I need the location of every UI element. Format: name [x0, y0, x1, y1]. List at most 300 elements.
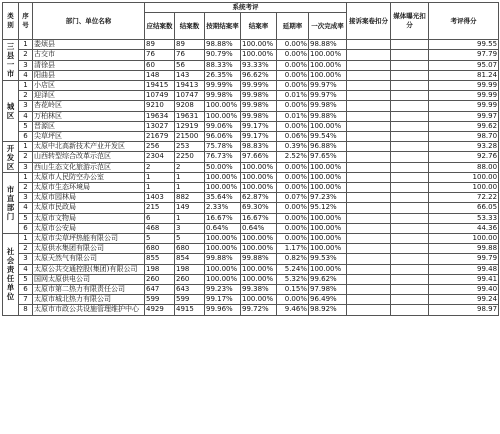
cell-once-rate: 99.54% — [309, 132, 347, 142]
table-row — [3, 40, 499, 50]
cell-final-score: 81.24 — [429, 70, 499, 80]
header-ontime-rate: 按期结案率 — [205, 13, 241, 40]
cell-final-score: 99.55 — [429, 40, 499, 50]
cell-overdue-rate: 0.00% — [277, 60, 309, 70]
cell-due: 2304 — [145, 152, 175, 162]
cell-ontime-rate: 99.17% — [205, 295, 241, 305]
cell-unit: 山西转型综合改革示范区 — [33, 152, 145, 162]
cell-guardian-score — [347, 244, 391, 254]
cell-final-score: 53.33 — [429, 213, 499, 223]
cell-guardian-score — [347, 203, 391, 213]
cell-no: 2 — [19, 91, 33, 101]
table-row — [3, 70, 499, 80]
cell-unit: 古交市 — [33, 50, 145, 60]
cell-unit: 太原市园林局 — [33, 193, 145, 203]
cell-overdue-rate: 0.00% — [277, 40, 309, 50]
cell-ontime-rate: 100.00% — [205, 172, 241, 182]
cell-guardian-score — [347, 121, 391, 131]
cell-closure-rate: 100.00% — [241, 274, 277, 284]
cell-ontime-rate: 100.00% — [205, 234, 241, 244]
cell-closed: 3 — [175, 223, 205, 233]
table-row — [3, 142, 499, 152]
header-no: 序号 — [19, 3, 33, 40]
cell-unit: 太原市生态环境局 — [33, 183, 145, 193]
cell-no: 4 — [19, 70, 33, 80]
cell-guardian-score — [347, 70, 391, 80]
cell-media-score — [391, 40, 429, 50]
cell-overdue-rate: 0.00% — [277, 234, 309, 244]
cell-media-score — [391, 162, 429, 172]
cell-closure-rate: 99.98% — [241, 91, 277, 101]
cell-media-score — [391, 295, 429, 305]
cell-due: 1 — [145, 172, 175, 182]
cell-final-score: 100.00 — [429, 234, 499, 244]
cell-guardian-score — [347, 162, 391, 172]
cell-guardian-score — [347, 285, 391, 295]
cell-closure-rate: 99.98% — [241, 111, 277, 121]
cell-due: 19415 — [145, 81, 175, 91]
cell-final-score: 99.79 — [429, 254, 499, 264]
header-system-evaluation: 系统考评 — [145, 3, 347, 13]
cell-no: 2 — [19, 152, 33, 162]
evaluation-table-page — [2, 2, 498, 432]
cell-media-score — [391, 101, 429, 111]
header-media-score: 媒体曝光扣分 — [391, 3, 429, 40]
cell-closure-rate: 0.64% — [241, 223, 277, 233]
cell-guardian-score — [347, 50, 391, 60]
cell-no: 3 — [19, 254, 33, 264]
cell-media-score — [391, 285, 429, 295]
cell-due: 13027 — [145, 121, 175, 131]
cell-final-score: 72.22 — [429, 193, 499, 203]
cell-unit: 西山生态文化旅游示范区 — [33, 162, 145, 172]
cell-final-score: 99.24 — [429, 295, 499, 305]
cell-unit: 小店区 — [33, 81, 145, 91]
cell-closed: 643 — [175, 285, 205, 295]
header-due: 应结案数 — [145, 13, 175, 40]
header-once-rate: 一次完成率 — [309, 13, 347, 40]
cell-overdue-rate: 1.17% — [277, 244, 309, 254]
cell-media-score — [391, 203, 429, 213]
table-row — [3, 172, 499, 182]
cell-no: 3 — [19, 193, 33, 203]
cell-due: 19634 — [145, 111, 175, 121]
cell-overdue-rate: 0.00% — [277, 172, 309, 182]
cell-ontime-rate: 96.06% — [205, 132, 241, 142]
cell-closure-rate: 100.00% — [241, 172, 277, 182]
cell-closed: 10747 — [175, 91, 205, 101]
cell-once-rate: 100.00% — [309, 60, 347, 70]
cell-ontime-rate: 76.73% — [205, 152, 241, 162]
cell-once-rate: 99.88% — [309, 111, 347, 121]
cell-closure-rate: 62.87% — [241, 193, 277, 203]
cell-closure-rate: 99.72% — [241, 305, 277, 315]
cell-media-score — [391, 111, 429, 121]
cell-overdue-rate: 0.00% — [277, 203, 309, 213]
table-row — [3, 254, 499, 264]
cell-due: 21679 — [145, 132, 175, 142]
cell-ontime-rate: 90.79% — [205, 50, 241, 60]
cell-closed: 12919 — [175, 121, 205, 131]
cell-due: 5 — [145, 234, 175, 244]
cell-closure-rate: 97.66% — [241, 152, 277, 162]
cell-overdue-rate: 0.00% — [277, 295, 309, 305]
cell-closure-rate: 100.00% — [241, 183, 277, 193]
cell-closed: 4915 — [175, 305, 205, 315]
cell-ontime-rate: 50.00% — [205, 162, 241, 172]
cell-final-score: 66.05 — [429, 203, 499, 213]
cell-final-score: 99.48 — [429, 264, 499, 274]
cell-no: 6 — [19, 223, 33, 233]
header-overdue-rate: 延期率 — [277, 13, 309, 40]
cell-once-rate: 99.62% — [309, 274, 347, 284]
table-body — [3, 40, 499, 315]
cell-overdue-rate: 0.00% — [277, 213, 309, 223]
cell-overdue-rate: 0.82% — [277, 254, 309, 264]
cell-once-rate: 100.00% — [309, 213, 347, 223]
cell-guardian-score — [347, 305, 391, 315]
cell-closure-rate: 99.88% — [241, 254, 277, 264]
cell-guardian-score — [347, 223, 391, 233]
cell-overdue-rate: 9.46% — [277, 305, 309, 315]
cell-once-rate: 98.92% — [309, 305, 347, 315]
cell-closed: 253 — [175, 142, 205, 152]
cell-no: 2 — [19, 244, 33, 254]
cell-guardian-score — [347, 111, 391, 121]
cell-overdue-rate: 0.00% — [277, 183, 309, 193]
cell-no: 4 — [19, 203, 33, 213]
cell-final-score: 100.00 — [429, 183, 499, 193]
cell-due: 10749 — [145, 91, 175, 101]
cell-ontime-rate: 0.64% — [205, 223, 241, 233]
cell-ontime-rate: 99.98% — [205, 91, 241, 101]
cell-closed: 21500 — [175, 132, 205, 142]
cell-guardian-score — [347, 91, 391, 101]
category-label: 社会责任单位 — [6, 247, 15, 302]
table-row — [3, 264, 499, 274]
cell-final-score: 99.40 — [429, 285, 499, 295]
table-row — [3, 60, 499, 70]
cell-closed: 76 — [175, 50, 205, 60]
header-unit: 部门、单位名称 — [33, 3, 145, 40]
cell-media-score — [391, 142, 429, 152]
cell-unit: 太原市人民防空办公室 — [33, 172, 145, 182]
cell-closed: 882 — [175, 193, 205, 203]
cell-media-score — [391, 305, 429, 315]
cell-due: 1 — [145, 183, 175, 193]
cell-guardian-score — [347, 40, 391, 50]
cell-overdue-rate: 0.39% — [277, 142, 309, 152]
cell-due: 468 — [145, 223, 175, 233]
cell-overdue-rate: 0.15% — [277, 285, 309, 295]
cell-guardian-score — [347, 274, 391, 284]
table-row — [3, 234, 499, 244]
cell-guardian-score — [347, 142, 391, 152]
cell-guardian-score — [347, 183, 391, 193]
cell-no: 5 — [19, 213, 33, 223]
table-row — [3, 203, 499, 213]
cell-closed: 2 — [175, 162, 205, 172]
cell-no: 1 — [19, 40, 33, 50]
cell-no: 6 — [19, 132, 33, 142]
cell-unit: 太原市公安局 — [33, 223, 145, 233]
cell-closed: 198 — [175, 264, 205, 274]
cell-guardian-score — [347, 295, 391, 305]
cell-final-score: 99.99 — [429, 91, 499, 101]
cell-due: 647 — [145, 285, 175, 295]
cell-once-rate: 100.00% — [309, 234, 347, 244]
cell-overdue-rate: 0.00% — [277, 121, 309, 131]
cell-once-rate: 95.12% — [309, 203, 347, 213]
cell-once-rate: 97.23% — [309, 193, 347, 203]
cell-closed: 149 — [175, 203, 205, 213]
cell-unit: 太原市民政局 — [33, 203, 145, 213]
cell-due: 76 — [145, 50, 175, 60]
cell-ontime-rate: 99.06% — [205, 121, 241, 131]
table-row — [3, 152, 499, 162]
cell-due: 855 — [145, 254, 175, 264]
cell-no: 1 — [19, 142, 33, 152]
cell-once-rate: 97.98% — [309, 285, 347, 295]
table-row — [3, 193, 499, 203]
cell-ontime-rate: 100.00% — [205, 101, 241, 111]
cell-closed: 9208 — [175, 101, 205, 111]
cell-once-rate: 100.00% — [309, 264, 347, 274]
cell-closure-rate: 100.00% — [241, 50, 277, 60]
cell-guardian-score — [347, 264, 391, 274]
cell-final-score: 99.99 — [429, 81, 499, 91]
cell-unit: 晋源区 — [33, 121, 145, 131]
category-cell — [3, 81, 19, 142]
cell-unit: 太原中北高新技术产业开发区 — [33, 142, 145, 152]
header-closure-rate: 结案率 — [241, 13, 277, 40]
cell-media-score — [391, 254, 429, 264]
cell-unit: 迎泽区 — [33, 91, 145, 101]
table-row — [3, 213, 499, 223]
cell-final-score: 98.70 — [429, 132, 499, 142]
cell-guardian-score — [347, 81, 391, 91]
cell-once-rate: 100.00% — [309, 70, 347, 80]
table-row — [3, 111, 499, 121]
header-category: 类别 — [3, 3, 19, 40]
cell-closed: 5 — [175, 234, 205, 244]
category-label: 开发区 — [6, 143, 15, 171]
header-final-score: 考评得分 — [429, 3, 499, 40]
cell-final-score: 88.00 — [429, 162, 499, 172]
cell-once-rate: 99.97% — [309, 91, 347, 101]
cell-closed: 854 — [175, 254, 205, 264]
cell-no: 2 — [19, 183, 33, 193]
cell-no: 1 — [19, 234, 33, 244]
cell-due: 148 — [145, 70, 175, 80]
table-row — [3, 121, 499, 131]
cell-final-score: 99.99 — [429, 101, 499, 111]
category-label: 三县一市 — [6, 42, 15, 79]
cell-final-score: 99.97 — [429, 111, 499, 121]
cell-ontime-rate: 100.00% — [205, 111, 241, 121]
cell-closure-rate: 100.00% — [241, 264, 277, 274]
cell-due: 260 — [145, 274, 175, 284]
table-row — [3, 295, 499, 305]
cell-no: 1 — [19, 81, 33, 91]
category-cell — [3, 172, 19, 233]
cell-no: 4 — [19, 111, 33, 121]
cell-ontime-rate: 99.99% — [205, 81, 241, 91]
cell-overdue-rate: 0.00% — [277, 50, 309, 60]
cell-ontime-rate: 100.00% — [205, 244, 241, 254]
table-row — [3, 305, 499, 315]
cell-unit: 太原供水集团有限公司 — [33, 244, 145, 254]
cell-media-score — [391, 274, 429, 284]
cell-once-rate: 98.88% — [309, 40, 347, 50]
category-label: 市直部门 — [6, 184, 15, 221]
cell-closed: 56 — [175, 60, 205, 70]
cell-no: 6 — [19, 285, 33, 295]
cell-unit: 太原天然气有限公司 — [33, 254, 145, 264]
table-row — [3, 244, 499, 254]
cell-no: 7 — [19, 295, 33, 305]
category-label: 城区 — [6, 102, 15, 121]
table-row — [3, 132, 499, 142]
cell-ontime-rate: 26.35% — [205, 70, 241, 80]
cell-final-score: 95.07 — [429, 60, 499, 70]
cell-closed: 1 — [175, 172, 205, 182]
cell-media-score — [391, 223, 429, 233]
cell-guardian-score — [347, 101, 391, 111]
table-row — [3, 274, 499, 284]
cell-unit: 国网太原供电公司 — [33, 274, 145, 284]
cell-no: 1 — [19, 172, 33, 182]
cell-due: 680 — [145, 244, 175, 254]
cell-guardian-score — [347, 213, 391, 223]
cell-no: 5 — [19, 274, 33, 284]
cell-once-rate: 96.88% — [309, 142, 347, 152]
cell-overdue-rate: 2.52% — [277, 152, 309, 162]
cell-closure-rate: 99.38% — [241, 285, 277, 295]
cell-ontime-rate: 100.00% — [205, 264, 241, 274]
cell-closed: 680 — [175, 244, 205, 254]
cell-overdue-rate: 0.00% — [277, 81, 309, 91]
cell-once-rate: 96.49% — [309, 295, 347, 305]
cell-guardian-score — [347, 132, 391, 142]
cell-due: 89 — [145, 40, 175, 50]
table-row — [3, 223, 499, 233]
cell-final-score: 99.62 — [429, 121, 499, 131]
category-cell — [3, 234, 19, 316]
cell-no: 3 — [19, 162, 33, 172]
cell-overdue-rate: 0.00% — [277, 70, 309, 80]
cell-closure-rate: 100.00% — [241, 295, 277, 305]
cell-overdue-rate: 5.24% — [277, 264, 309, 274]
cell-due: 256 — [145, 142, 175, 152]
cell-no: 2 — [19, 50, 33, 60]
cell-final-score: 98.97 — [429, 305, 499, 315]
cell-closed: 19631 — [175, 111, 205, 121]
cell-once-rate: 100.00% — [309, 50, 347, 60]
cell-guardian-score — [347, 60, 391, 70]
category-cell — [3, 142, 19, 173]
table-row — [3, 81, 499, 91]
cell-due: 215 — [145, 203, 175, 213]
cell-due: 198 — [145, 264, 175, 274]
cell-overdue-rate: 0.00% — [277, 101, 309, 111]
cell-media-score — [391, 132, 429, 142]
cell-closure-rate: 100.00% — [241, 162, 277, 172]
header-guardian-score: 接诉案卷扣分 — [347, 3, 391, 40]
cell-no: 5 — [19, 121, 33, 131]
cell-once-rate: 100.00% — [309, 172, 347, 182]
cell-final-score: 44.36 — [429, 223, 499, 233]
cell-closure-rate: 99.17% — [241, 121, 277, 131]
table-row — [3, 162, 499, 172]
table-row — [3, 50, 499, 60]
cell-overdue-rate: 0.00% — [277, 162, 309, 172]
cell-media-score — [391, 172, 429, 182]
cell-no: 3 — [19, 101, 33, 111]
cell-ontime-rate: 99.23% — [205, 285, 241, 295]
cell-closed: 2250 — [175, 152, 205, 162]
cell-overdue-rate: 0.01% — [277, 111, 309, 121]
cell-media-score — [391, 70, 429, 80]
cell-due: 599 — [145, 295, 175, 305]
cell-unit: 太原市文物局 — [33, 213, 145, 223]
cell-ontime-rate: 98.88% — [205, 40, 241, 50]
cell-unit: 阳曲县 — [33, 70, 145, 80]
cell-media-score — [391, 264, 429, 274]
cell-due: 60 — [145, 60, 175, 70]
cell-unit: 娄烦县 — [33, 40, 145, 50]
cell-final-score: 97.79 — [429, 50, 499, 60]
cell-closed: 1 — [175, 213, 205, 223]
cell-unit: 太原公共交通控股(集团)有限公司 — [33, 264, 145, 274]
cell-closure-rate: 99.17% — [241, 132, 277, 142]
cell-media-score — [391, 91, 429, 101]
cell-once-rate: 99.98% — [309, 101, 347, 111]
cell-ontime-rate: 2.33% — [205, 203, 241, 213]
cell-closure-rate: 100.00% — [241, 234, 277, 244]
cell-due: 2 — [145, 162, 175, 172]
cell-closure-rate: 100.00% — [241, 40, 277, 50]
cell-unit: 杏花岭区 — [33, 101, 145, 111]
cell-no: 8 — [19, 305, 33, 315]
cell-ontime-rate: 88.33% — [205, 60, 241, 70]
cell-ontime-rate: 100.00% — [205, 274, 241, 284]
cell-no: 4 — [19, 264, 33, 274]
cell-closure-rate: 100.00% — [241, 244, 277, 254]
cell-closed: 19413 — [175, 81, 205, 91]
cell-overdue-rate: 0.07% — [277, 193, 309, 203]
cell-overdue-rate: 0.06% — [277, 132, 309, 142]
table-row — [3, 101, 499, 111]
cell-closure-rate: 69.30% — [241, 203, 277, 213]
cell-ontime-rate: 99.88% — [205, 254, 241, 264]
cell-unit: 清徐县 — [33, 60, 145, 70]
cell-due: 1403 — [145, 193, 175, 203]
cell-media-score — [391, 193, 429, 203]
cell-once-rate: 100.00% — [309, 183, 347, 193]
cell-once-rate: 100.00% — [309, 121, 347, 131]
cell-closed: 89 — [175, 40, 205, 50]
cell-closed: 1 — [175, 183, 205, 193]
cell-due: 6 — [145, 213, 175, 223]
cell-final-score: 99.41 — [429, 274, 499, 284]
cell-ontime-rate: 35.64% — [205, 193, 241, 203]
cell-once-rate: 100.00% — [309, 162, 347, 172]
cell-media-score — [391, 50, 429, 60]
cell-ontime-rate: 75.78% — [205, 142, 241, 152]
cell-final-score: 93.28 — [429, 142, 499, 152]
cell-closure-rate: 99.99% — [241, 81, 277, 91]
